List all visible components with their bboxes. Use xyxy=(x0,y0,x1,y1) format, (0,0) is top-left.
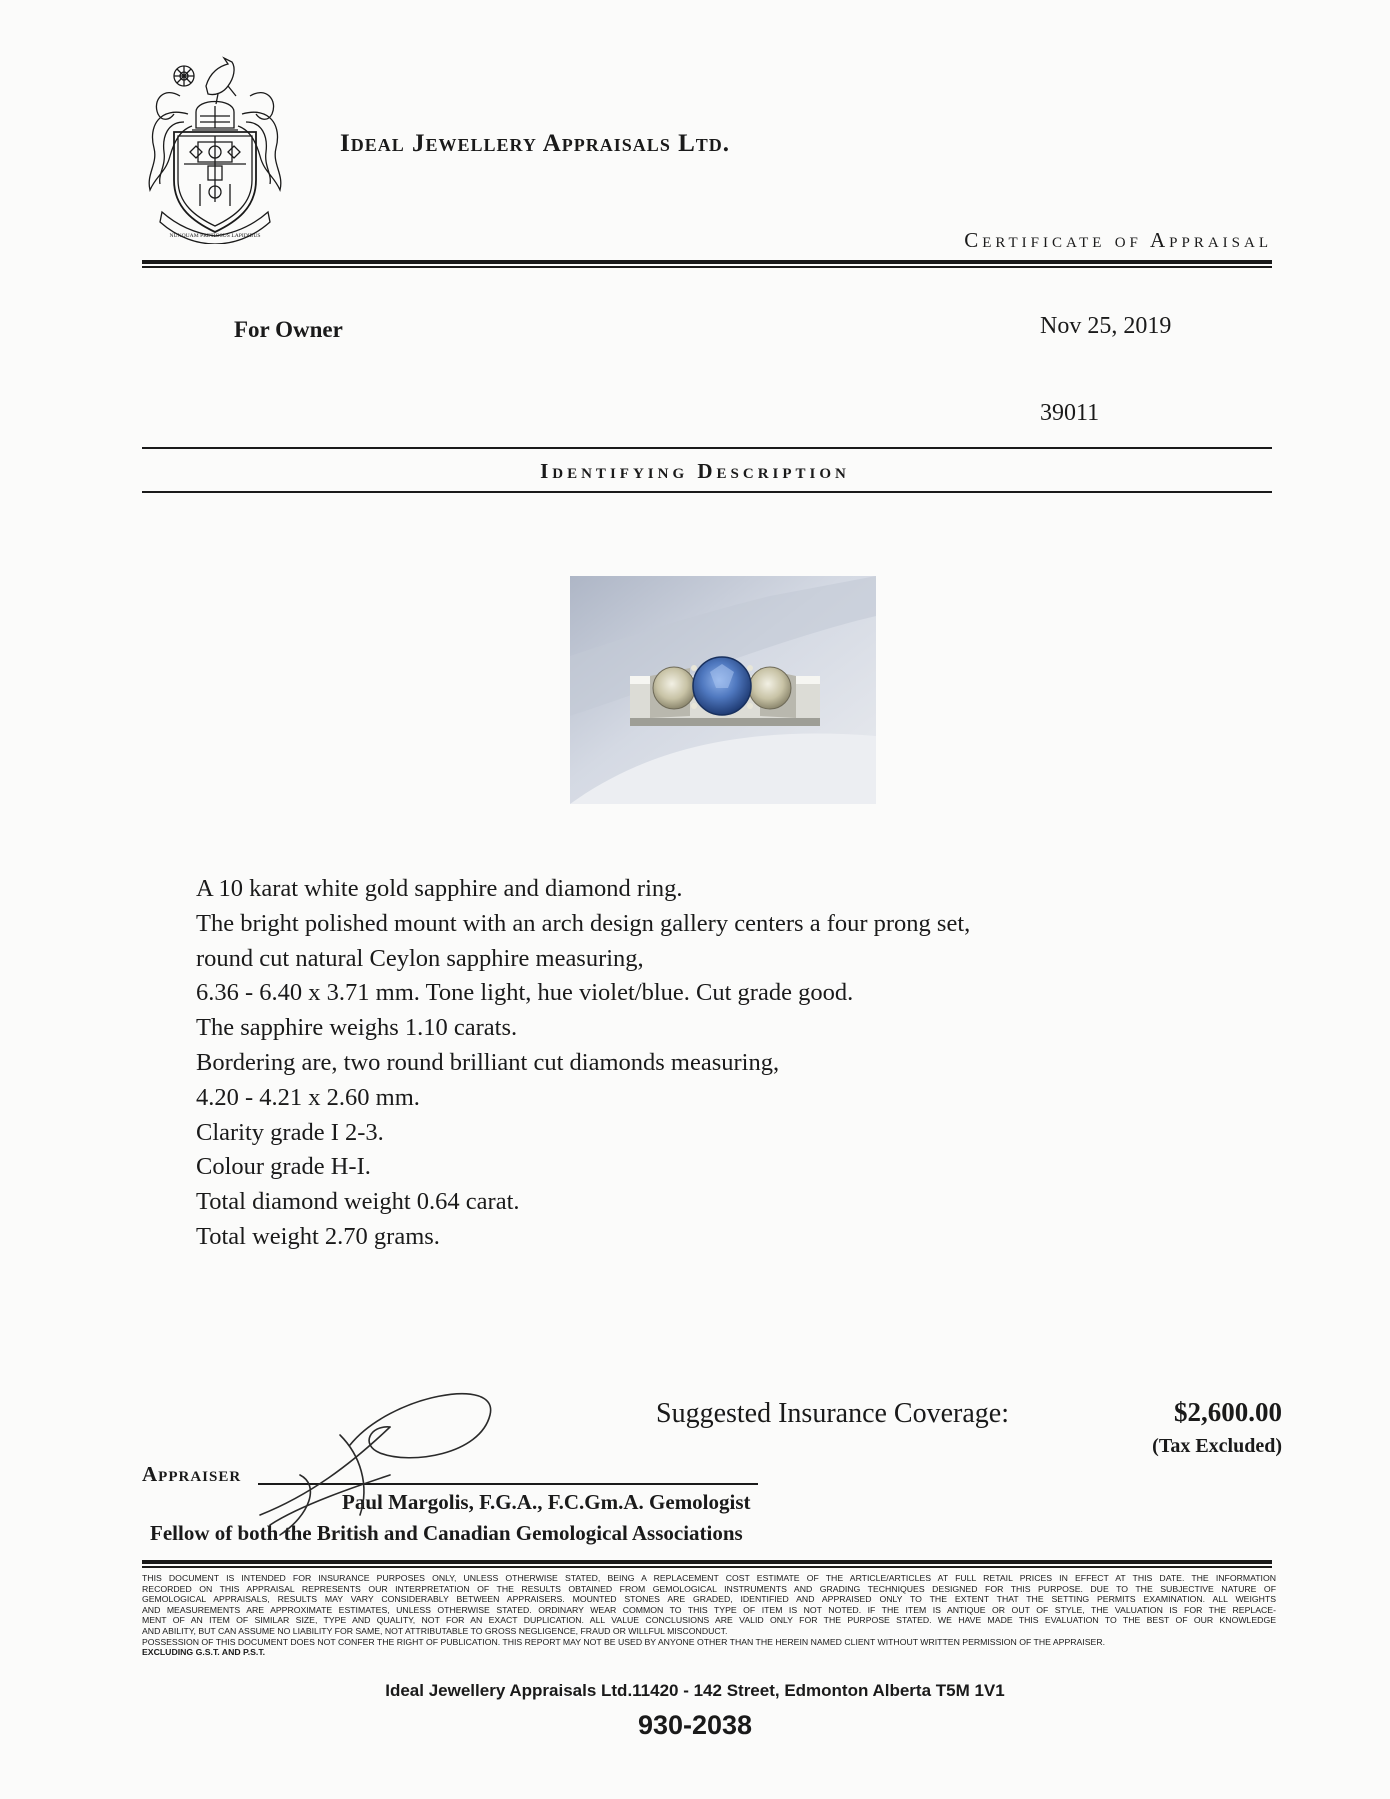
appraisal-date: Nov 25, 2019 xyxy=(1040,313,1172,339)
item-description xyxy=(196,872,970,1255)
company-phone: 930-2038 xyxy=(637,1710,753,1740)
section-title: Identifying Description xyxy=(540,459,850,483)
description-line: round cut natural Ceylon sapphire measuring, xyxy=(196,944,644,972)
company-crest-logo xyxy=(140,56,290,244)
insurance-coverage-label: Suggested Insurance Coverage: xyxy=(656,1398,1009,1429)
company-address: Ideal Jewellery Appraisals Ltd.11420 - 142 Street, Edmonton Alberta T5M 1V1 xyxy=(385,1681,1005,1700)
disclaimer-line: GEMOLOGICAL APPRAISALS, RESULTS MAY VARY CONSIDERABLY BETWEEN APPRAISERS. MOUNTED STONES ARE GRADED, IDENTIFIED AND APPRAISED ONLY TO THE EXTENT THAT THE SETTING PERMITS EXAMINATION. ALL WEIGHTS xyxy=(142,1594,1276,1605)
svg-text:NUNQUAM PRETIOSUS LAPIDIBUS: NUNQUAM PRETIOSUS LAPIDIBUS xyxy=(169,233,261,239)
description-line: Total diamond weight 0.64 carat. xyxy=(196,1188,520,1216)
appraiser-fellowship: Fellow of both the British and Canadian Gemological Associations xyxy=(150,1521,743,1545)
reference-number: 39011 xyxy=(1040,400,1100,426)
disclaimer-line: THIS DOCUMENT IS INTENDED FOR INSURANCE PURPOSES ONLY, UNLESS OTHERWISE STATED, BEING A REPLACEMENT COST ESTIMATE OF THE ARTICLE/ARTICLES AT FULL RETAIL PRICES IN EFFECT AT THIS DATE. THE INFORMATION xyxy=(142,1573,1276,1583)
header-divider-thin xyxy=(142,266,1272,268)
description-line: Total weight 2.70 grams. xyxy=(196,1222,440,1250)
header-divider-thick xyxy=(142,260,1272,264)
tax-excluded-note: (Tax Excluded) xyxy=(1152,1435,1282,1457)
ring-photo xyxy=(570,576,876,804)
description-line: Clarity grade I 2-3. xyxy=(196,1118,384,1146)
description-line: 4.20 - 4.21 x 2.60 mm. xyxy=(196,1083,420,1111)
tax-exclusion-note: EXCLUDING G.S.T. AND P.S.T. xyxy=(142,1647,266,1658)
description-line: Bordering are, two round brilliant cut diamonds measuring, xyxy=(196,1048,780,1076)
disclaimer-line: MENT OF AN ITEM OF SIMILAR SIZE, TYPE AND QUALITY, NOT FOR AN EXACT DUPLICATION. ALL VALUE CONCLUSIONS ARE VALID ONLY FOR THE PURPOSE STATED. WE HAVE MADE THIS EVALUATION TO THE BEST OF OUR KNOWLEDGE xyxy=(142,1615,1276,1626)
description-line: A 10 karat white gold sapphire and diamond ring. xyxy=(196,875,683,902)
disclaimer-divider-thin xyxy=(142,1566,1272,1568)
company-name: Ideal Jewellery Appraisals Ltd. xyxy=(340,130,731,157)
disclaimer-line: AND MEASUREMENTS ARE APPROXIMATE ESTIMATES, UNLESS OTHERWISE STATED. ORDINARY WEAR COMMON TO THIS TYPE OF ITEM IS NOT NOTED. IF THE ITEM IS ANTIQUE OR OUT OF STYLE, THE VALUATION IS FOR THE REPLACE- xyxy=(142,1604,1276,1615)
description-line: The bright polished mount with an arch design gallery centers a four prong set, xyxy=(196,909,971,937)
section-divider-bottom xyxy=(142,491,1272,493)
owner-label: For Owner xyxy=(234,317,343,342)
disclaimer-line: POSSESSION OF THIS DOCUMENT DOES NOT CONFER THE RIGHT OF PUBLICATION. THIS REPORT MAY NOT BE USED BY ANYONE OTHER THAN THE HEREIN NAMED CLIENT WITHOUT WRITTEN PERMISSION OF THE APPRAISER. xyxy=(142,1636,1106,1647)
description-line: The sapphire weighs 1.10 carats. xyxy=(196,1014,518,1042)
description-line: Colour grade H-I. xyxy=(196,1153,371,1181)
disclaimer-divider-thick xyxy=(142,1560,1272,1564)
disclaimer-line: AND ABILITY, BUT CAN ASSUME NO LIABILITY FOR SAME, NOT ATTRIBUTABLE TO GROSS NEGLIGENCE, FRAUD OR WILLFUL MISCONDUCT. xyxy=(142,1625,728,1636)
section-divider-top xyxy=(142,447,1272,449)
appraiser-name: Paul Margolis, F.G.A., F.C.Gm.A. Gemologist xyxy=(342,1490,751,1514)
insurance-coverage-amount: $2,600.00 xyxy=(1174,1397,1282,1427)
document-title: Certificate of Appraisal xyxy=(964,228,1272,252)
legal-disclaimer xyxy=(142,1573,1276,1658)
appraiser-signature xyxy=(240,1375,540,1545)
appraiser-label: Appraiser xyxy=(142,1462,242,1486)
description-line: 6.36 - 6.40 x 3.71 mm. Tone light, hue violet/blue. Cut grade good. xyxy=(196,979,854,1007)
disclaimer-line: RECORDED ON THIS APPRAISAL REPRESENTS OUR INTERPRETATION OF THE RESULTS OBTAINED FROM GEMOLOGICAL INSTRUMENTS AND GRADING TECHNIQUES DESIGNED FOR THIS PURPOSE. DUE TO THE SUBJECTIVE NATURE OF xyxy=(142,1583,1276,1594)
